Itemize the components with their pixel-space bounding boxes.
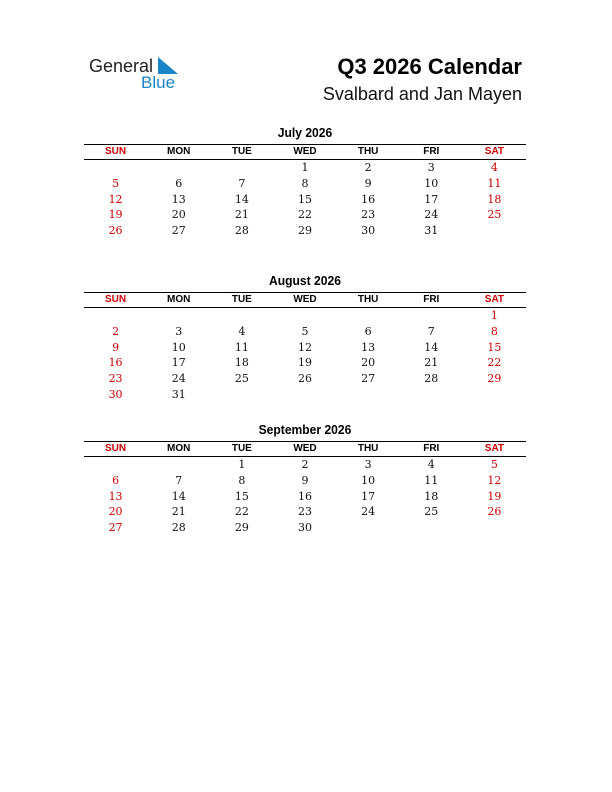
day-cell: 1 <box>238 458 246 471</box>
day-cell: 18 <box>424 489 439 503</box>
day-cell: 20 <box>108 505 123 519</box>
logo-text-general: General <box>89 56 154 76</box>
empty-day-cell <box>210 308 273 324</box>
empty-day-cell <box>84 457 147 473</box>
day-cell: 8 <box>301 176 309 190</box>
day-cell: 25 <box>487 208 502 222</box>
day-cell: 16 <box>297 489 312 503</box>
day-cell: 12 <box>297 340 312 354</box>
day-cell: 30 <box>361 224 376 238</box>
month-title: September 2026 <box>258 422 352 437</box>
week-row <box>84 457 526 473</box>
day-cell: 9 <box>112 340 120 354</box>
day-cell: 18 <box>487 192 502 206</box>
day-cell: 16 <box>361 192 376 206</box>
month-title: August 2026 <box>269 273 341 288</box>
day-cell: 21 <box>171 505 186 519</box>
day-cell: 31 <box>171 387 186 401</box>
weekday-header: WED <box>293 294 317 305</box>
day-cell: 5 <box>490 458 498 471</box>
empty-day-cell <box>273 387 336 403</box>
day-cell: 1 <box>301 161 309 174</box>
day-cell: 3 <box>427 161 435 174</box>
day-cell: 7 <box>175 473 183 487</box>
day-cell: 29 <box>487 372 502 386</box>
month-days-grid <box>84 457 526 536</box>
week-row <box>84 308 526 324</box>
empty-day-cell <box>84 160 147 176</box>
weekday-header: TUE <box>231 443 252 454</box>
day-cell: 26 <box>487 505 502 519</box>
month-block-september <box>84 422 526 536</box>
weekday-header: FRI <box>423 146 440 157</box>
week-row <box>84 504 526 520</box>
day-cell: 18 <box>234 356 249 370</box>
week-row <box>84 207 526 223</box>
week-row <box>84 489 526 505</box>
day-cell: 15 <box>297 192 312 206</box>
day-cell: 27 <box>108 521 123 535</box>
day-cell: 10 <box>361 473 376 487</box>
weekday-header: THU <box>357 443 379 454</box>
day-cell: 19 <box>487 489 502 503</box>
day-cell: 23 <box>108 372 123 386</box>
week-row <box>84 473 526 489</box>
day-cell: 11 <box>487 176 502 190</box>
empty-day-cell <box>147 160 210 176</box>
day-cell: 8 <box>490 324 498 338</box>
day-cell: 26 <box>297 372 312 386</box>
day-cell: 11 <box>234 340 249 354</box>
week-row <box>84 160 526 176</box>
empty-day-cell <box>400 387 463 403</box>
day-cell: 13 <box>361 340 376 354</box>
page-subtitle: Svalbard and Jan Mayen <box>322 84 522 104</box>
weekday-header: THU <box>357 146 379 157</box>
weekday-header: MON <box>167 443 191 454</box>
empty-day-cell <box>400 308 463 324</box>
week-row <box>84 387 526 403</box>
day-cell: 23 <box>297 505 312 519</box>
day-cell: 24 <box>171 372 186 386</box>
day-cell: 4 <box>490 161 498 174</box>
weekday-header: MON <box>167 294 191 305</box>
day-cell: 15 <box>487 340 502 354</box>
day-cell: 14 <box>424 340 439 354</box>
day-cell: 3 <box>175 324 183 338</box>
day-cell: 13 <box>108 489 123 503</box>
weekday-header: SUN <box>105 146 127 157</box>
day-cell: 14 <box>234 192 249 206</box>
day-cell: 29 <box>297 224 312 238</box>
empty-day-cell <box>463 223 526 239</box>
day-cell: 17 <box>424 192 439 206</box>
day-cell: 6 <box>112 473 120 487</box>
day-cell: 7 <box>238 176 246 190</box>
day-cell: 6 <box>175 176 183 190</box>
day-cell: 2 <box>112 324 120 338</box>
month-block-july <box>84 125 526 239</box>
empty-day-cell <box>337 308 400 324</box>
day-cell: 17 <box>171 356 186 370</box>
weekday-header: SAT <box>484 294 505 305</box>
week-row <box>84 355 526 371</box>
empty-day-cell <box>337 520 400 536</box>
day-cell: 27 <box>171 224 186 238</box>
day-cell: 4 <box>238 324 246 338</box>
weekday-header: FRI <box>423 294 440 305</box>
week-row <box>84 520 526 536</box>
day-cell: 19 <box>297 356 312 370</box>
weekday-header: FRI <box>423 443 440 454</box>
day-cell: 9 <box>301 473 309 487</box>
weekday-header: MON <box>167 146 191 157</box>
day-cell: 28 <box>171 521 186 535</box>
day-cell: 2 <box>301 458 309 471</box>
month-days-grid <box>84 308 526 403</box>
day-cell: 12 <box>487 473 502 487</box>
day-cell: 2 <box>364 161 372 174</box>
day-cell: 31 <box>424 224 439 238</box>
month-days-grid <box>84 160 526 239</box>
weekday-header: TUE <box>231 294 252 305</box>
day-cell: 21 <box>234 208 249 222</box>
day-cell: 15 <box>234 489 249 503</box>
day-cell: 28 <box>234 224 249 238</box>
week-row <box>84 223 526 239</box>
day-cell: 1 <box>490 309 498 322</box>
day-cell: 27 <box>361 372 376 386</box>
day-cell: 19 <box>108 208 123 222</box>
month-block-august <box>84 273 526 403</box>
weekday-header: SUN <box>105 443 127 454</box>
weekday-header: THU <box>357 294 379 305</box>
day-cell: 21 <box>424 356 439 370</box>
weekday-header: SAT <box>484 443 505 454</box>
day-cell: 30 <box>297 521 312 535</box>
day-cell: 12 <box>108 192 123 206</box>
generalblue-logo <box>89 56 189 96</box>
day-cell: 26 <box>108 224 123 238</box>
month-title: July 2026 <box>277 125 333 140</box>
day-cell: 22 <box>487 356 502 370</box>
week-row <box>84 192 526 208</box>
week-row <box>84 176 526 192</box>
day-cell: 25 <box>234 372 249 386</box>
day-cell: 3 <box>364 458 372 471</box>
day-cell: 14 <box>171 489 186 503</box>
weekday-header-row <box>84 292 526 308</box>
empty-day-cell <box>84 308 147 324</box>
day-cell: 22 <box>297 208 312 222</box>
day-cell: 8 <box>238 473 246 487</box>
day-cell: 24 <box>361 505 376 519</box>
logo-text-blue: Blue <box>141 73 176 92</box>
empty-day-cell <box>147 457 210 473</box>
day-cell: 17 <box>361 489 376 503</box>
weekday-header: WED <box>293 146 317 157</box>
empty-day-cell <box>273 308 336 324</box>
empty-day-cell <box>147 308 210 324</box>
day-cell: 11 <box>424 473 439 487</box>
day-cell: 24 <box>424 208 439 222</box>
day-cell: 6 <box>364 324 372 338</box>
day-cell: 5 <box>301 324 309 338</box>
day-cell: 22 <box>234 505 249 519</box>
day-cell: 16 <box>108 356 123 370</box>
page-title: Q3 2026 Calendar <box>337 54 522 79</box>
empty-day-cell <box>400 520 463 536</box>
day-cell: 4 <box>427 458 435 471</box>
day-cell: 29 <box>234 521 249 535</box>
empty-day-cell <box>463 387 526 403</box>
day-cell: 20 <box>361 356 376 370</box>
day-cell: 10 <box>424 176 439 190</box>
day-cell: 28 <box>424 372 439 386</box>
day-cell: 20 <box>171 208 186 222</box>
empty-day-cell <box>210 387 273 403</box>
day-cell: 30 <box>108 387 123 401</box>
weekday-header: SUN <box>105 294 127 305</box>
empty-day-cell <box>463 520 526 536</box>
weekday-header: TUE <box>231 146 252 157</box>
weekday-header-row <box>84 441 526 457</box>
day-cell: 10 <box>171 340 186 354</box>
day-cell: 5 <box>112 176 120 190</box>
week-row <box>84 371 526 387</box>
weekday-header: WED <box>293 443 317 454</box>
weekday-header-row <box>84 144 526 160</box>
logo-flag-icon <box>158 57 178 74</box>
day-cell: 13 <box>171 192 186 206</box>
weekday-header: SAT <box>484 146 505 157</box>
day-cell: 25 <box>424 505 439 519</box>
week-row <box>84 324 526 340</box>
day-cell: 23 <box>361 208 376 222</box>
empty-day-cell <box>337 387 400 403</box>
day-cell: 7 <box>427 324 435 338</box>
week-row <box>84 340 526 356</box>
day-cell: 9 <box>364 176 372 190</box>
empty-day-cell <box>210 160 273 176</box>
